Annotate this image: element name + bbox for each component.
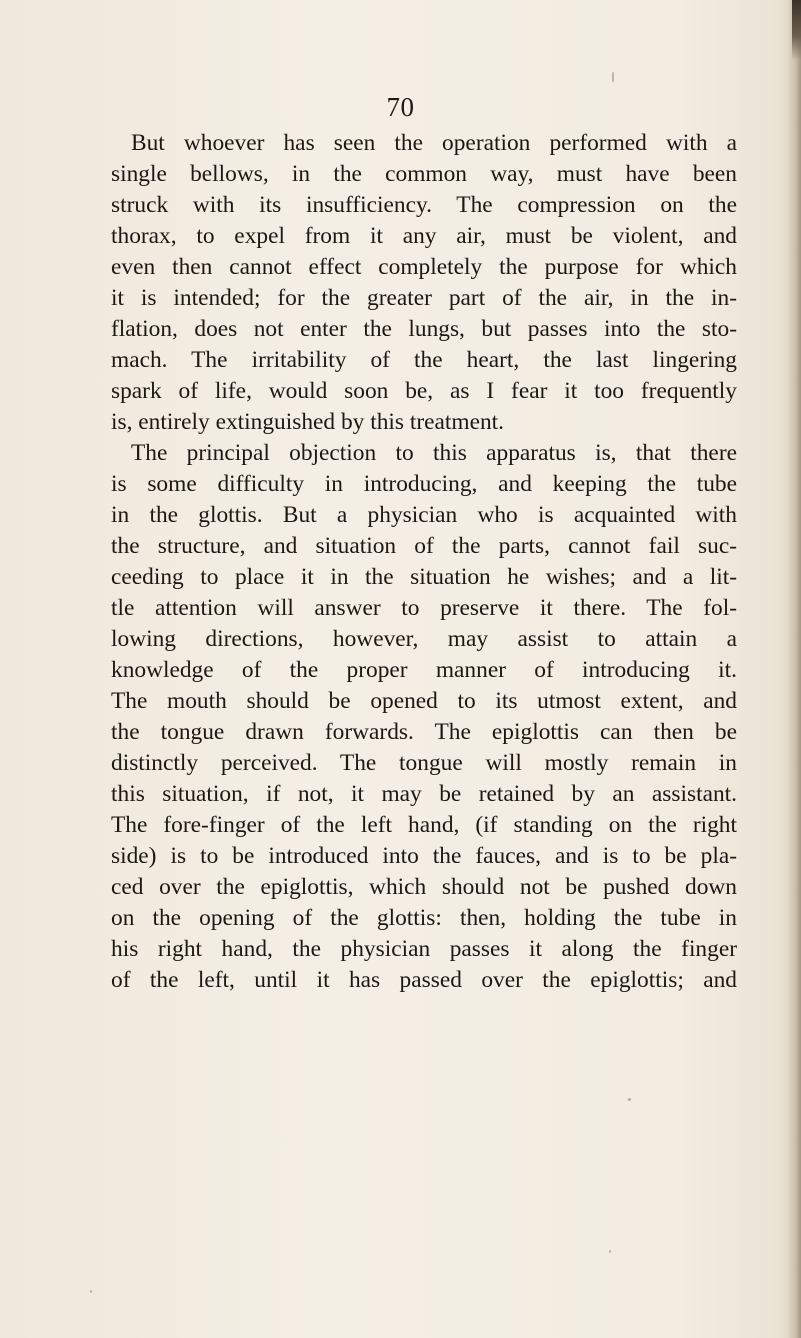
- paper-speck: [628, 1098, 631, 1101]
- text-line: on the opening of the glottis: then, holding the tube in: [111, 905, 737, 931]
- paper-speck: [90, 1290, 92, 1293]
- text-line: ceeding to place it in the situation he wishes; and a lit-: [111, 564, 737, 590]
- text-line: knowledge of the proper manner of introducing it.: [111, 657, 737, 683]
- text-line: tle attention will answer to preserve it there. The fol-: [111, 595, 737, 621]
- text-line: single bellows, in the common way, must have been: [111, 161, 737, 187]
- text-line: in the glottis. But a physician who is acquainted with: [111, 502, 737, 528]
- page-edge-shadow: [787, 0, 801, 1338]
- page-edge-dark-corner: [792, 0, 801, 60]
- page-number: 70: [386, 92, 415, 122]
- text-line: of the left, until it has passed over the epiglottis; and: [111, 967, 737, 993]
- text-line: this situation, if not, it may be retained by an assistant.: [111, 781, 737, 807]
- text-line: thorax, to expel from it any air, must be violent, and: [111, 223, 737, 249]
- text-line: side) is to be introduced into the fauces, and is to be pla-: [111, 843, 737, 869]
- text-line: ced over the epiglottis, which should not be pushed down: [111, 874, 737, 900]
- text-line: his right hand, the physician passes it along the finger: [111, 936, 737, 962]
- text-line: mach. The irritability of the heart, the last lingering: [111, 347, 737, 373]
- text-line: The fore-finger of the left hand, (if standing on the right: [111, 812, 737, 838]
- text-line: flation, does not enter the lungs, but passes into the sto-: [111, 316, 737, 342]
- text-line: the structure, and situation of the parts, cannot fail suc-: [111, 533, 737, 559]
- text-line: lowing directions, however, may assist to attain a: [111, 626, 737, 652]
- text-line: The mouth should be opened to its utmost extent, and: [111, 688, 737, 714]
- text-line: is some difficulty in introducing, and keeping the tube: [111, 471, 737, 497]
- text-line: The principal objection to this apparatus is, that there: [131, 440, 737, 466]
- paper-speck: [609, 1250, 611, 1253]
- text-line: distinctly perceived. The tongue will mostly remain in: [111, 750, 737, 776]
- text-line: spark of life, would soon be, as I fear it too frequently: [111, 378, 737, 404]
- text-line: is, entirely extinguished by this treatment.: [111, 409, 505, 435]
- text-line: struck with its insufficiency. The compression on the: [111, 192, 737, 218]
- text-line: the tongue drawn forwards. The epiglottis can then be: [111, 719, 737, 745]
- text-line: But whoever has seen the operation performed with a: [131, 130, 737, 156]
- text-line: it is intended; for the greater part of the air, in the in-: [111, 285, 737, 311]
- body-text: [111, 128, 737, 996]
- text-line: even then cannot effect completely the purpose for which: [111, 254, 737, 280]
- paper-speck: [612, 72, 614, 82]
